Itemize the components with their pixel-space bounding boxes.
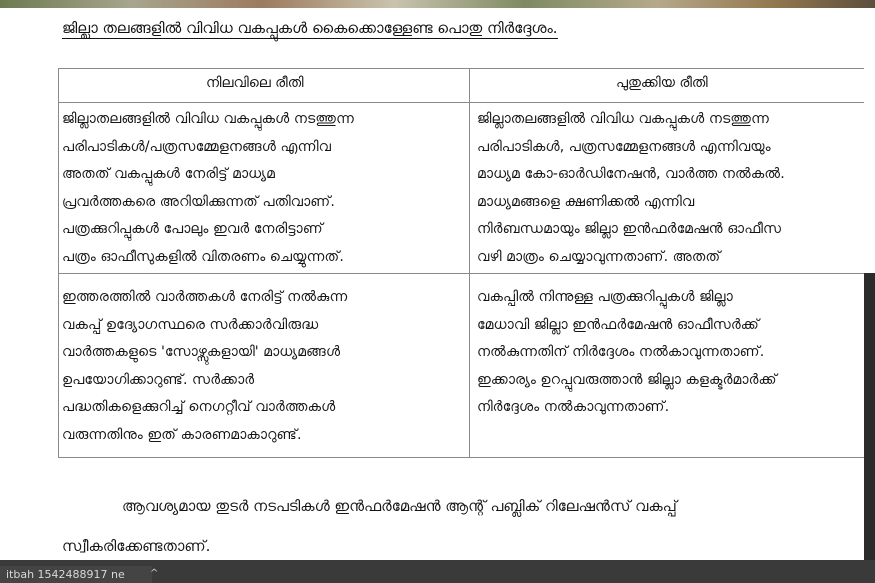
- table-row-rule: [58, 273, 864, 274]
- table-column-divider: [469, 68, 470, 458]
- text-line: വഴി മാത്രം ചെയ്യാവുന്നതാണ്. അതത്: [477, 248, 721, 265]
- text-line: വകപ്പ് ഉദ്യോഗസ്ഥരെ സർക്കാർവിരുദ്ധ: [62, 316, 319, 333]
- text-line: ഇത്തരത്തിൽ വാർത്തകൾ നേരിട്ട് നൽകുന്ന: [62, 289, 348, 305]
- text-line: പരിപാടികൾ/പത്രസമ്മേളനങ്ങൾ എന്നിവ: [62, 138, 332, 155]
- row2-current-text: [62, 284, 347, 450]
- row2-revised-text: [477, 284, 777, 422]
- table-top-rule: [58, 68, 864, 69]
- text-line: വകപ്പിൽ നിന്നുള്ള പത്രക്കുറിപ്പുകൾ ജില്ലാ: [477, 289, 733, 305]
- text-line: മേധാവി ജില്ലാ ഇൻഫർമേഷൻ ഓഫീസർക്ക്: [477, 316, 760, 333]
- text-line: ജില്ലാതലങ്ങളിൽ വിവിധ വകപ്പുകൾ നടത്തുന്ന: [477, 111, 770, 127]
- text-line: ഇക്കാര്യം ഉറപ്പുവരുത്താൻ ജില്ലാ കളക്ടർമാർക്ക്: [477, 371, 777, 388]
- text-line: മാധ്യമ കോ-ഓർഡിനേഷൻ, വാർത്ത നൽകൽ.: [477, 166, 785, 183]
- chevron-up-icon[interactable]: ^: [150, 568, 159, 579]
- text-line: ജില്ലാതലങ്ങളിൽ വിവിധ വകപ്പുകൾ നടത്തുന്ന: [62, 111, 355, 127]
- footer-paragraph-line-2: സ്വീകരിക്കേണ്ടതാണ്.: [62, 537, 211, 555]
- table-header-rule: [58, 102, 864, 103]
- text-line: നൽകുന്നതിന് നിർദ്ദേശം നൽകാവുന്നതാണ്.: [477, 344, 765, 361]
- column-header-current: നിലവിലെ രീതി: [206, 75, 304, 91]
- text-line: പത്രക്കുറിപ്പുകൾ പോലും ഇവർ നേരിട്ടാണ്: [62, 221, 323, 238]
- text-line: പദ്ധതികളെക്കുറിച്ച് നെഗറ്റീവ് വാർത്തകൾ: [62, 399, 336, 416]
- row1-revised-text: [477, 106, 785, 272]
- text-line: നിർബന്ധമായും ജില്ലാ ഇൻഫർമേഷൻ ഓഫീസ: [477, 221, 782, 238]
- text-line: വാർത്തകളുടെ 'സോഴ്സുകളായി' മാധ്യമങ്ങൾ: [62, 344, 341, 361]
- text-line: പ്രവർത്തകരെ അറിയിക്കുന്നത് പതിവാണ്.: [62, 193, 335, 210]
- column-header-revised: പുതുക്കിയ രീതി: [616, 75, 708, 91]
- text-line: വരുന്നതിനും ഇത് കാരണമാകാറുണ്ട്.: [62, 426, 302, 443]
- footer-paragraph-line-1: ആവശ്യമായ തുടർ നടപടികൾ ഇൻഫർമേഷൻ ആന്റ് പബ്ലിക് റിലേഷൻസ് വകപ്പ്: [122, 497, 677, 515]
- text-line: മാധ്യമങ്ങളെ ക്ഷണിക്കൽ എന്നിവ: [477, 193, 695, 210]
- text-line: പത്രം ഓഫീസുകളിൽ വിതരണം ചെയ്യുന്നത്.: [62, 248, 344, 265]
- table-left-border: [58, 68, 59, 458]
- row1-current-text: [62, 106, 354, 272]
- comparison-table: [58, 68, 864, 458]
- text-line: അതത് വകപ്പുകൾ നേരിട്ട് മാധ്യമ: [62, 166, 276, 183]
- document-page-edge: [864, 8, 875, 273]
- download-item[interactable]: itbah 1542488917 ne: [0, 566, 152, 583]
- text-line: ഉപയോഗിക്കാറുണ്ട്. സർക്കാർ: [62, 371, 255, 388]
- text-line: നിർദ്ദേശം നൽകാവുന്നതാണ്.: [477, 399, 670, 416]
- text-line: പരിപാടികൾ, പത്രസമ്മേളനങ്ങൾ എന്നിവയും: [477, 138, 771, 155]
- document-title: ജില്ലാ തലങ്ങളിൽ വിവിധ വകപ്പുകൾ കൈക്കൊള്ളേണ്ട പൊതു നിർദ്ദേശം.: [62, 19, 558, 37]
- table-bottom-rule: [58, 457, 864, 458]
